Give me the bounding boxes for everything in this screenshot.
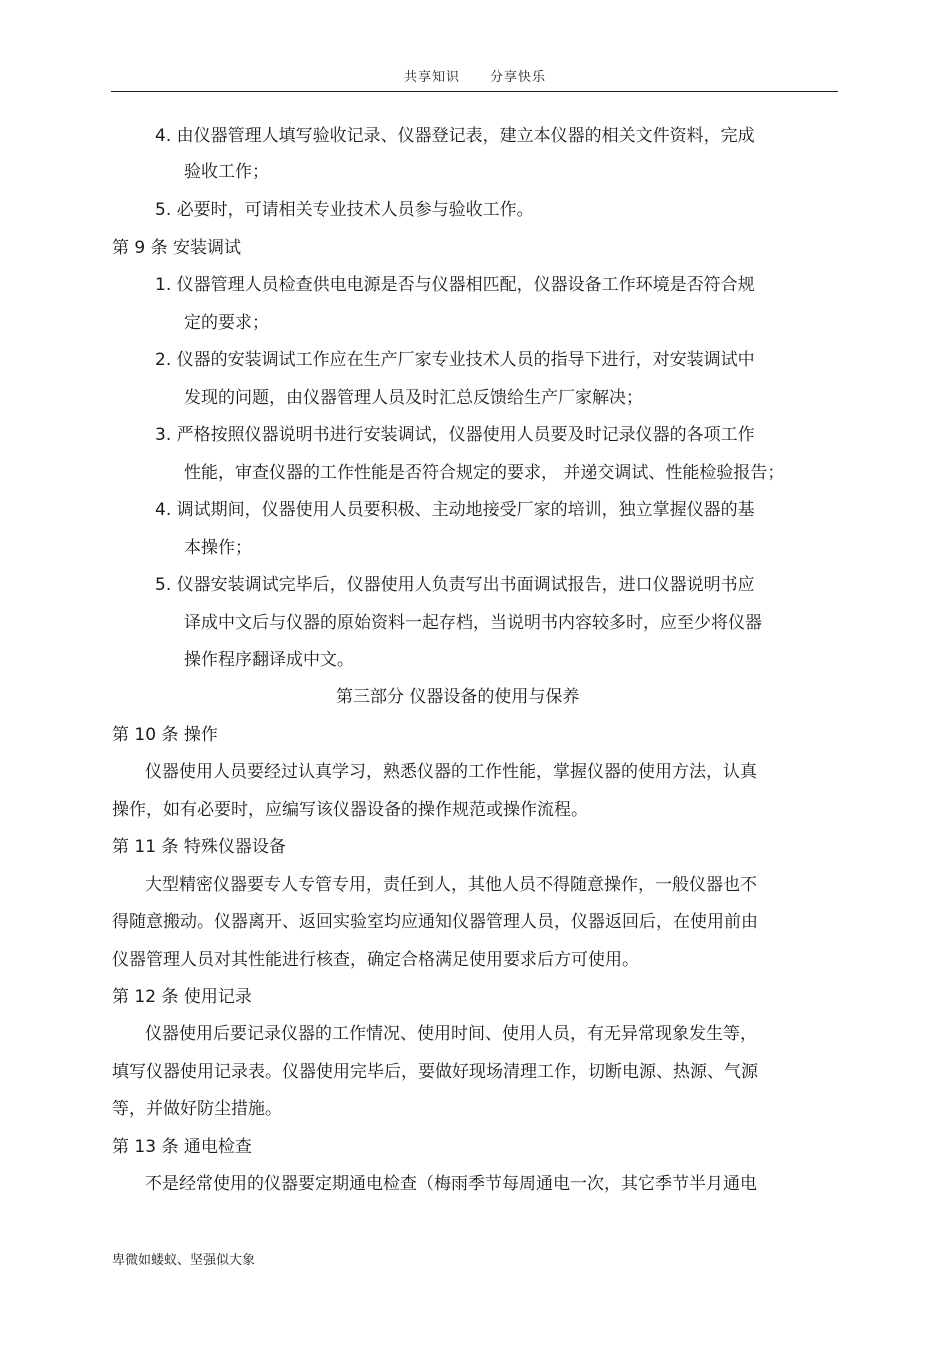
article-11-para-line-3: 仪器管理人员对其性能进行核查，确定合格满足使用要求后方可使用。 [112, 950, 639, 970]
list-item-2-line-2: 发现的问题，由仪器管理人员及时汇总反馈给生产厂家解决； [184, 388, 643, 408]
list-item-4-line-2: 验收工作； [184, 162, 269, 182]
list-item-4b-line-2: 本操作； [184, 538, 252, 558]
list-item-1-line-2: 定的要求； [184, 313, 269, 333]
list-item-5b-line-2: 译成中文后与仪器的原始资料一起存档，当说明书内容较多时，应至少将仪器 [184, 613, 762, 633]
list-item-4-line-1: 4. 由仪器管理人填写验收记录、仪器登记表，建立本仪器的相关文件资料，完成 [155, 126, 755, 146]
article-12-heading: 第 12 条 使用记录 [112, 987, 252, 1007]
article-9-heading: 第 9 条 安装调试 [112, 238, 242, 258]
list-item-3-line-1: 3. 严格按照仪器说明书进行安装调试，仪器使用人员要及时记录仪器的各项工作 [155, 425, 755, 445]
article-12-para-line-2: 填写仪器使用记录表。仪器使用完毕后，要做好现场清理工作，切断电源、热源、气源 [112, 1062, 758, 1082]
article-13-heading: 第 13 条 通电检查 [112, 1137, 252, 1157]
article-12-para-line-3: 等，并做好防尘措施。 [112, 1099, 282, 1119]
list-item-1-line-1: 1. 仪器管理人员检查供电电源是否与仪器相匹配，仪器设备工作环境是否符合规 [155, 275, 755, 295]
list-item-2-line-1: 2. 仪器的安装调试工作应在生产厂家专业技术人员的指导下进行，对安装调试中 [155, 350, 755, 370]
page-header [0, 66, 950, 85]
header-left-text: 共享知识 [403, 70, 460, 85]
list-item-5b-line-1: 5. 仪器安装调试完毕后，仪器使用人负责写出书面调试报告，进口仪器说明书应 [155, 575, 755, 595]
article-10-para-line-2: 操作，如有必要时，应编写该仪器设备的操作规范或操作流程。 [112, 800, 588, 820]
part-3-heading: 第三部分 仪器设备的使用与保养 [336, 687, 580, 707]
article-11-para-line-1: 大型精密仪器要专人专管专用，责任到人，其他人员不得随意操作，一般仪器也不 [145, 875, 757, 895]
list-item-5: 5. 必要时，可请相关专业技术人员参与验收工作。 [155, 200, 534, 220]
article-10-heading: 第 10 条 操作 [112, 725, 218, 745]
list-item-3-line-2: 性能，审查仪器的工作性能是否符合规定的要求， 并递交调试、性能检验报告； [184, 463, 785, 483]
article-13-para-line-1: 不是经常使用的仪器要定期通电检查（梅雨季节每周通电一次，其它季节半月通电 [145, 1174, 757, 1194]
list-item-4b-line-1: 4. 调试期间，仪器使用人员要积极、主动地接受厂家的培训，独立掌握仪器的基 [155, 500, 755, 520]
page-footer: 卑微如蝼蚁、坚强似大象 [112, 1253, 256, 1268]
list-item-5b-line-3: 操作程序翻译成中文。 [184, 650, 354, 670]
article-10-para-line-1: 仪器使用人员要经过认真学习，熟悉仪器的工作性能，掌握仪器的使用方法，认真 [145, 762, 757, 782]
article-12-para-line-1: 仪器使用后要记录仪器的工作情况、使用时间、使用人员，有无异常现象发生等， [145, 1024, 757, 1044]
header-right-text: 分享快乐 [490, 70, 547, 85]
article-11-heading: 第 11 条 特殊仪器设备 [112, 837, 286, 857]
article-11-para-line-2: 得随意搬动。仪器离开、返回实验室均应通知仪器管理人员，仪器返回后，在使用前由 [112, 912, 758, 932]
header-divider [111, 91, 838, 92]
